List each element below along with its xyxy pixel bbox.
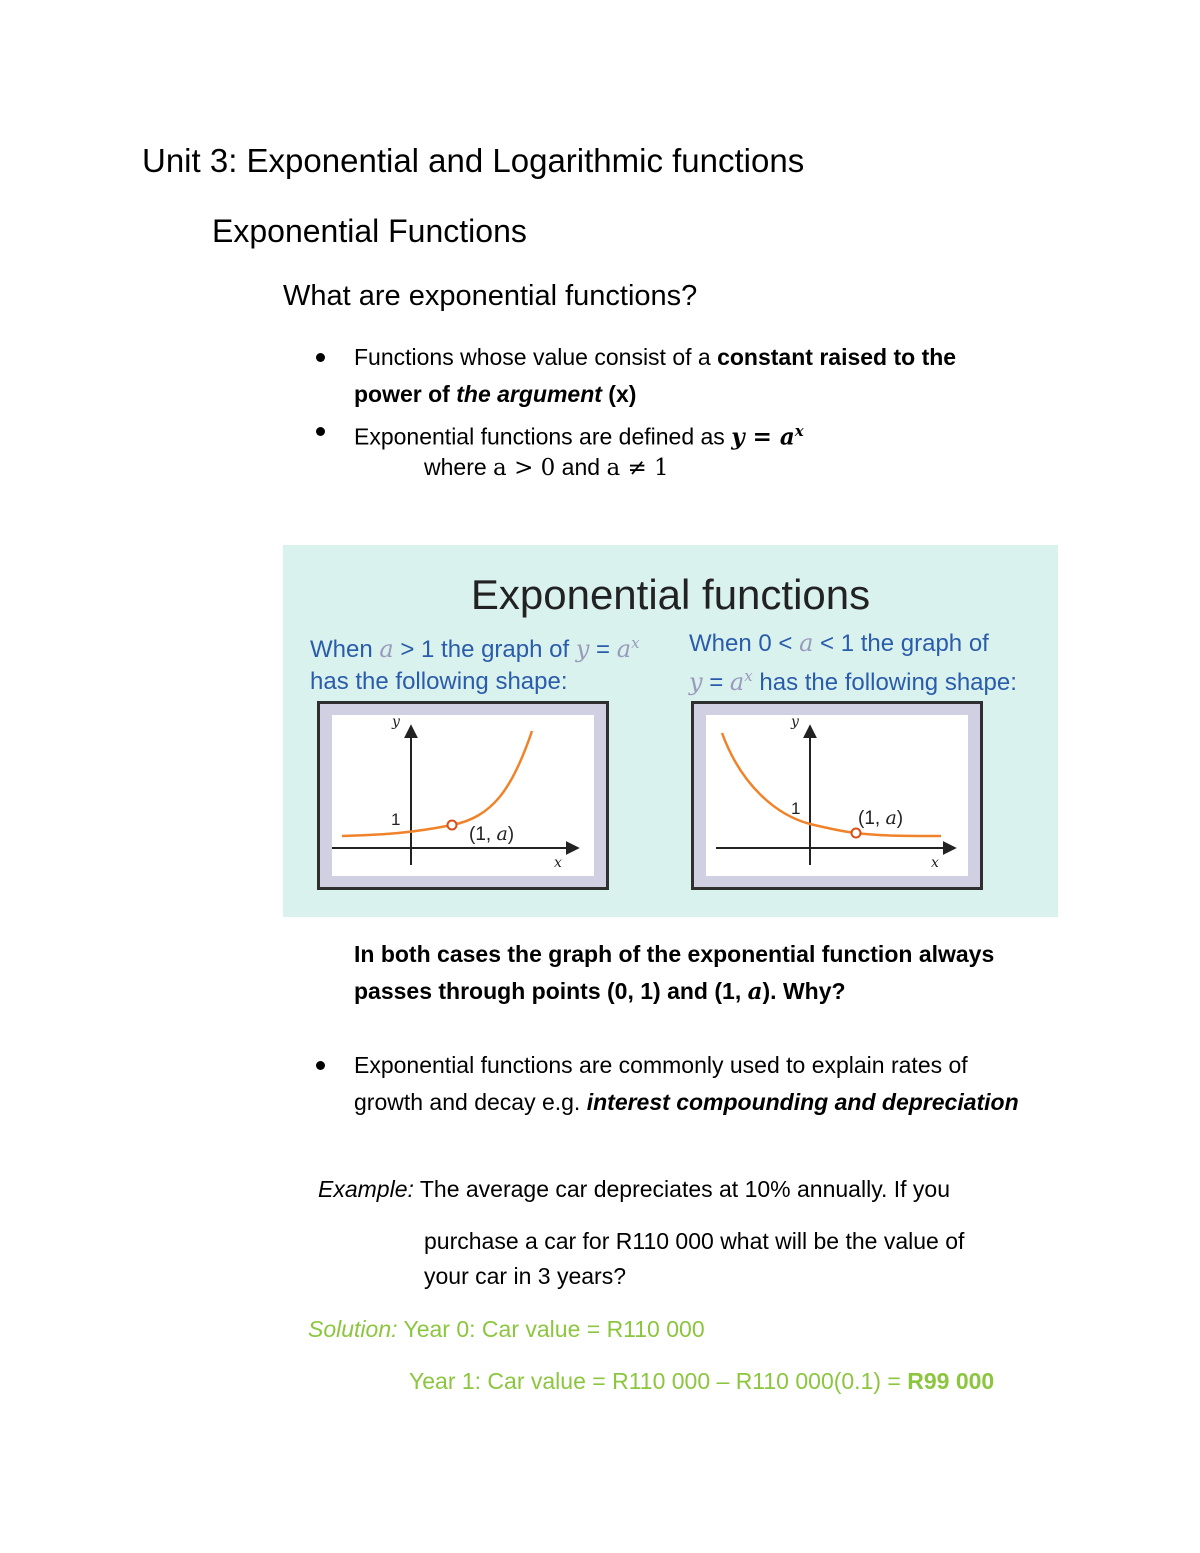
solution-year-1-result: R99 000 — [907, 1368, 995, 1394]
bullet-dot — [316, 1061, 325, 1070]
caption-var: a — [799, 629, 814, 657]
x-axis-label: x — [931, 855, 939, 871]
growth-curve — [342, 731, 532, 836]
figure-title: Exponential functions — [470, 571, 871, 618]
bullet-dot — [316, 427, 325, 436]
bullet-3-text: growth and decay e.g. — [354, 1089, 587, 1115]
condition-a-positive: a > 0 — [493, 455, 556, 481]
caption-text: When 0 < — [689, 630, 800, 657]
caption-text: = — [702, 669, 730, 696]
question-heading: What are exponential functions? — [283, 280, 698, 312]
graph-plot-area — [332, 715, 594, 876]
formula-exponent: x — [794, 422, 804, 440]
example-text: The average car depreciates at 10% annually. If you — [413, 1176, 951, 1202]
point-label — [469, 823, 514, 846]
solution-label: Solution: — [308, 1316, 398, 1342]
bullet-1-bold: constant raised to the — [717, 344, 957, 370]
caption-text: < 1 the graph of — [813, 630, 989, 657]
caption-var: a — [379, 635, 394, 663]
note-why: ). Why? — [762, 978, 846, 1004]
bullet-3-line-2 — [354, 1084, 1019, 1121]
caption-var: y — [575, 635, 590, 663]
condition-a-not-one: a ≠ 1 — [606, 455, 669, 481]
bullet-dot — [316, 353, 325, 362]
solution-line-2 — [409, 1363, 994, 1400]
caption-var: a — [616, 635, 632, 663]
intercept-label: 1 — [791, 799, 801, 818]
growth-graph — [317, 701, 609, 890]
caption-exponent: x — [744, 667, 753, 685]
example-line-1 — [318, 1171, 950, 1208]
right-caption — [689, 627, 1017, 699]
bullet-3-line-1: Exponential functions are commonly used to explain rates of — [354, 1052, 968, 1078]
bullet-1-line-1 — [354, 339, 956, 376]
bullet-1-line-2 — [354, 376, 636, 413]
point-label-var: a — [496, 823, 508, 845]
formula: y = a — [731, 423, 795, 451]
point-label-close: ) — [507, 824, 515, 845]
note-line-2 — [354, 973, 846, 1010]
caption-exponent: x — [631, 634, 640, 652]
example-label: Example: — [318, 1176, 414, 1202]
solution-line-1 — [308, 1311, 705, 1348]
caption-text: = — [589, 636, 617, 663]
example-line-3: your car in 3 years? — [424, 1263, 626, 1289]
point-1-a — [448, 821, 457, 830]
x-axis-label: x — [554, 855, 562, 871]
bullet-3-emphasis: interest compounding and depreciation — [586, 1089, 1019, 1115]
y-axis-label: y — [392, 714, 400, 730]
solution-year-1: Year 1: Car value = R110 000 – R110 000(0.1) = — [409, 1368, 908, 1394]
caption-text: has the following shape: — [310, 668, 568, 695]
growth-graph-svg — [332, 715, 594, 876]
bullet-1-text: Functions whose value consist of a — [354, 344, 718, 370]
caption-var: y — [689, 668, 703, 696]
note-text: passes through points (0, 1) and (1, — [354, 978, 748, 1004]
solution-year-0: Year 0: Car value = R110 000 — [397, 1316, 705, 1342]
y-axis-label: y — [791, 714, 799, 730]
unit-heading: Unit 3: Exponential and Logarithmic functions — [142, 142, 805, 179]
intercept-label: 1 — [391, 810, 401, 829]
point-label-var: a — [885, 807, 897, 829]
condition-and: and — [555, 454, 607, 480]
decay-curve — [722, 733, 941, 836]
condition-where: where — [424, 454, 494, 480]
bullet-1-argument: the argument — [456, 381, 602, 407]
bullet-2-text: Exponential functions are defined as — [354, 423, 732, 450]
exponential-figure — [283, 545, 1058, 917]
left-caption — [310, 627, 640, 698]
caption-text: has the following shape: — [752, 669, 1017, 696]
caption-text: When — [310, 636, 380, 663]
note-line-1: In both cases the graph of the exponential function always — [354, 941, 995, 967]
graph-plot-area — [706, 715, 968, 876]
point-label — [858, 807, 903, 830]
section-heading: Exponential Functions — [212, 213, 527, 249]
condition-line — [424, 449, 669, 487]
bullet-1-x: (x) — [601, 381, 637, 407]
point-label-open: (1, — [469, 824, 497, 845]
point-label-open: (1, — [858, 808, 886, 829]
point-label-close: ) — [896, 808, 904, 829]
example-line-2: purchase a car for R110 000 what will be the value of — [424, 1228, 965, 1254]
decay-graph — [691, 701, 983, 890]
caption-text: > 1 the graph of — [393, 636, 576, 663]
decay-graph-svg — [706, 715, 968, 876]
bullet-1-bold-2: power of — [354, 381, 457, 407]
note-var: a — [747, 978, 763, 1005]
caption-var: a — [729, 668, 745, 696]
